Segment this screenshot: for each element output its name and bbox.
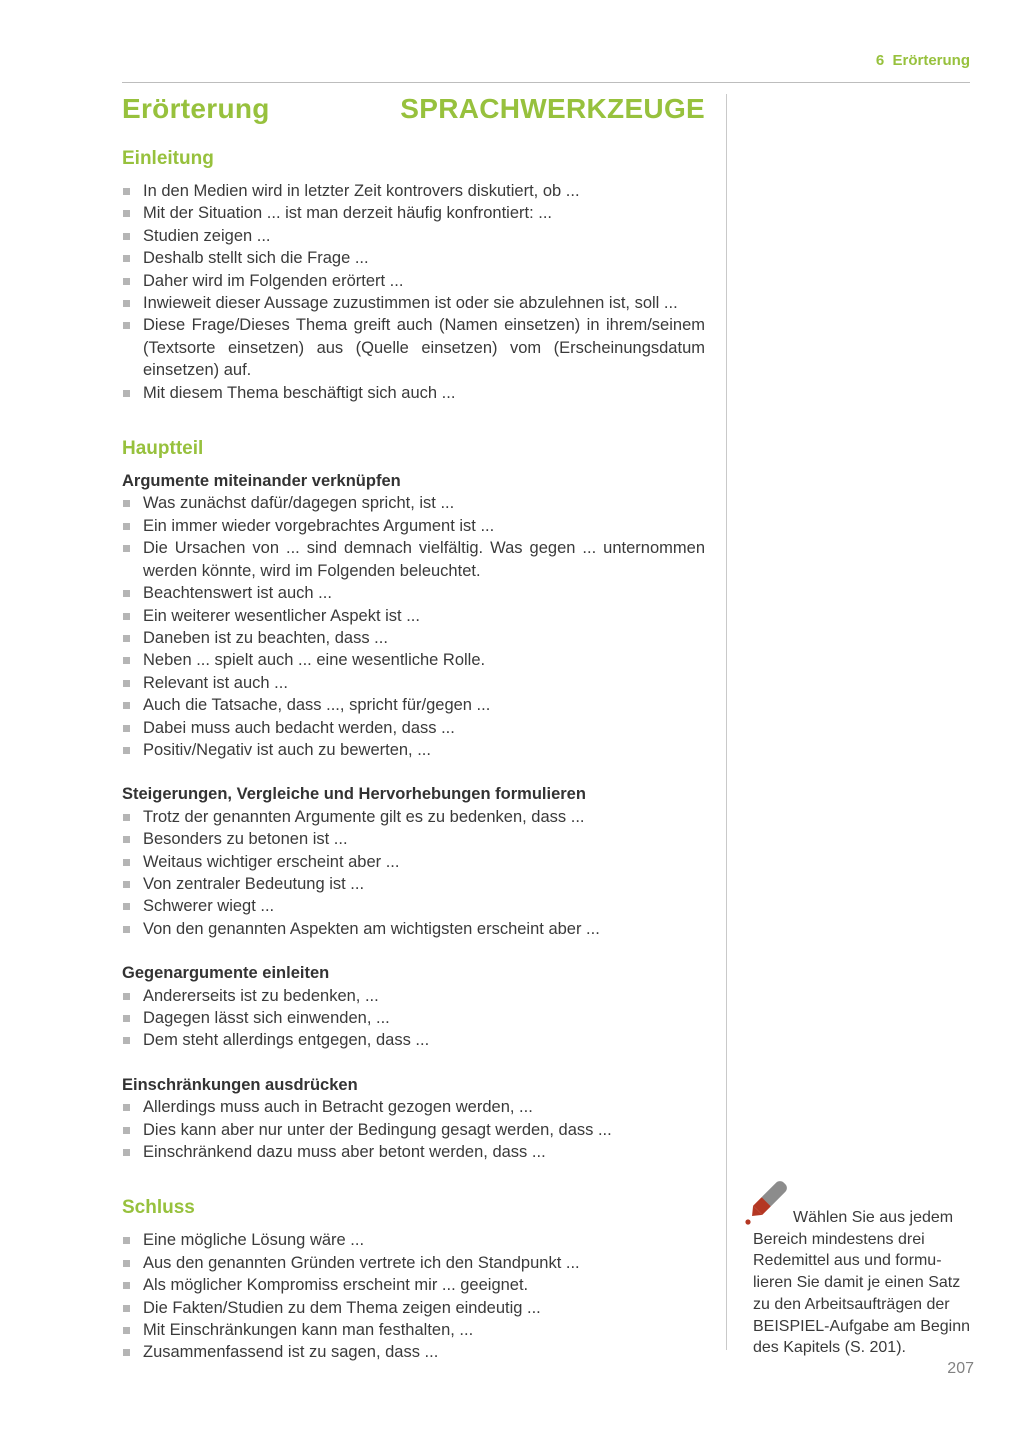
- list-item: [122, 649, 705, 671]
- list-item: [122, 851, 705, 873]
- list-item: [122, 1096, 705, 1118]
- list-item-text: Eine mögliche Lösung wäre ...: [143, 1231, 365, 1250]
- phrase-group: [122, 180, 705, 404]
- margin-note-text: Wählen Sie aus jedem Bereich mindestens drei Redemittel aus und formu- lieren Sie damit je einen Satz zu den Arbeitsaufträgen der BEISPIEL-Aufgabe am Beginn des Kapitels (S. 201).: [753, 1209, 971, 1357]
- list-item-text: Mit diesem Thema beschäftigt sich auch ...: [143, 383, 456, 402]
- bullet-square-icon: [123, 1037, 130, 1044]
- list-item-text: Dabei muss auch bedacht werden, dass ...: [143, 718, 455, 737]
- bullet-square-icon: [123, 1260, 130, 1267]
- chapter-label: 6 Erörterung: [875, 52, 970, 69]
- ink-dot: [745, 1219, 750, 1224]
- bullet-square-icon: [123, 233, 130, 240]
- list-item-text: Ein weiterer wesentlicher Aspekt ist ...: [143, 606, 420, 625]
- bullet-square-icon: [123, 836, 130, 843]
- group-subheading: Einschränkungen ausdrücken: [122, 1075, 358, 1094]
- list-item: [122, 672, 705, 694]
- list-item-text: Schwerer wiegt ...: [143, 897, 275, 916]
- list-item: [122, 1029, 705, 1051]
- main-content: [122, 146, 705, 1364]
- list-item-text: Auch die Tatsache, dass ..., spricht für/gegen ...: [143, 696, 491, 715]
- phrase-list: [122, 180, 705, 404]
- group-subheading: Argumente miteinander verknüpfen: [122, 472, 401, 491]
- list-item: [122, 382, 705, 404]
- bullet-square-icon: [123, 814, 130, 821]
- list-item-text: Die Ursachen von ... sind demnach vielfältig. Was gegen ... unternommen werden könnte, wird im Folgenden beleuchtet.: [143, 539, 705, 580]
- bullet-square-icon: [123, 322, 130, 329]
- bullet-square-icon: [123, 926, 130, 933]
- list-item-text: Trotz der genannten Argumente gilt es zu bedenken, dass ...: [143, 807, 585, 826]
- list-item-text: Die Fakten/Studien zu dem Thema zeigen eindeutig ...: [143, 1298, 541, 1317]
- section-heading-schluss: Schluss: [122, 1197, 195, 1219]
- list-item: [122, 1007, 705, 1029]
- bullet-square-icon: [123, 300, 130, 307]
- list-item-text: Relevant ist auch ...: [143, 673, 288, 692]
- list-item: [122, 627, 705, 649]
- bullet-square-icon: [123, 903, 130, 910]
- bullet-square-icon: [123, 635, 130, 642]
- list-item-text: Weitaus wichtiger erscheint aber ...: [143, 852, 400, 871]
- group-subheading: Steigerungen, Vergleiche und Hervorhebungen formulieren: [122, 785, 586, 804]
- section-heading-hauptteil: Hauptteil: [122, 438, 204, 460]
- phrase-group: [122, 1229, 705, 1363]
- list-item: [122, 492, 705, 514]
- list-item: [122, 1319, 705, 1341]
- phrase-group: [122, 783, 705, 940]
- list-item: [122, 1141, 705, 1163]
- list-item-text: Allerdings muss auch in Betracht gezogen werden, ...: [143, 1098, 533, 1117]
- list-item: [122, 694, 705, 716]
- list-item-text: Einschränkend dazu muss aber betont werden, dass ...: [143, 1143, 546, 1162]
- list-item: [122, 739, 705, 761]
- list-item: [122, 247, 705, 269]
- list-item-text: Daher wird im Folgenden erörtert ...: [143, 271, 404, 290]
- list-item-text: Ein immer wieder vorgebrachtes Argument ist ...: [143, 516, 495, 535]
- bullet-square-icon: [123, 210, 130, 217]
- bullet-square-icon: [123, 881, 130, 888]
- list-item-text: Neben ... spielt auch ... eine wesentliche Rolle.: [143, 651, 486, 670]
- phrase-list: [122, 806, 705, 940]
- list-item: [122, 605, 705, 627]
- list-item: [122, 806, 705, 828]
- list-item-text: Daneben ist zu beachten, dass ...: [143, 628, 388, 647]
- list-item-text: Dem steht allerdings entgegen, dass ...: [143, 1031, 430, 1050]
- list-item-text: Studien zeigen ...: [143, 226, 271, 245]
- phrase-group: [122, 1074, 705, 1164]
- list-item: [122, 1274, 705, 1296]
- phrase-group: [122, 962, 705, 1052]
- list-item-text: Beachtenswert ist auch ...: [143, 584, 332, 603]
- list-item: [122, 918, 705, 940]
- section-heading-einleitung: Einleitung: [122, 148, 214, 169]
- bullet-square-icon: [123, 747, 130, 754]
- column-divider: [726, 94, 727, 1350]
- list-item: [122, 515, 705, 537]
- list-item-text: Deshalb stellt sich die Frage ...: [143, 249, 369, 268]
- list-item: [122, 1297, 705, 1319]
- group-subheading: Gegenargumente einleiten: [122, 964, 330, 983]
- list-item-text: Aus den genannten Gründen vertrete ich den Standpunkt ...: [143, 1253, 580, 1272]
- bullet-square-icon: [123, 859, 130, 866]
- list-item-text: Als möglicher Kompromiss erscheint mir ... geeignet.: [143, 1276, 529, 1295]
- list-item: [122, 717, 705, 739]
- list-item-text: Andererseits ist zu bedenken, ...: [143, 986, 379, 1005]
- phrase-group: [122, 470, 705, 761]
- bullet-square-icon: [123, 1349, 130, 1356]
- page-number: 207: [947, 1360, 974, 1377]
- bullet-square-icon: [123, 255, 130, 262]
- list-item: [122, 828, 705, 850]
- bullet-square-icon: [123, 1104, 130, 1111]
- bullet-square-icon: [123, 1127, 130, 1134]
- list-item-text: Besonders zu betonen ist ...: [143, 830, 348, 849]
- bullet-square-icon: [123, 725, 130, 732]
- bullet-square-icon: [123, 702, 130, 709]
- list-item-text: Inwieweit dieser Aussage zuzustimmen ist oder sie abzulehnen ist, soll ...: [143, 294, 678, 313]
- bullet-square-icon: [123, 523, 130, 530]
- list-item: [122, 873, 705, 895]
- list-item-text: Dagegen lässt sich einwenden, ...: [143, 1009, 390, 1027]
- bullet-square-icon: [123, 1237, 130, 1244]
- bullet-square-icon: [123, 188, 130, 195]
- list-item: [122, 1252, 705, 1274]
- list-item-text: Diese Frage/Dieses Thema greift auch (Namen einsetzen) in ihrem/seinem (Textsorte einsetzen) aus (Quelle einsetzen) vom (Erscheinungsdatum einsetzen) auf.: [143, 316, 705, 380]
- bullet-square-icon: [123, 1305, 130, 1312]
- list-item: [122, 270, 705, 292]
- bullet-square-icon: [123, 680, 130, 687]
- list-item-text: Dies kann aber nur unter der Bedingung gesagt werden, dass ...: [143, 1120, 612, 1139]
- bullet-square-icon: [123, 1015, 130, 1022]
- list-item: [122, 314, 705, 381]
- list-item: [122, 895, 705, 917]
- section-hauptteil: [122, 436, 705, 1163]
- section-schluss: [122, 1195, 705, 1363]
- list-item-text: Mit der Situation ... ist man derzeit häufig konfrontiert: ...: [143, 204, 553, 223]
- list-item-text: Von zentraler Bedeutung ist ...: [143, 874, 365, 893]
- bullet-square-icon: [123, 613, 130, 620]
- list-item: [122, 225, 705, 247]
- header-rule: [122, 82, 970, 83]
- phrase-list: [122, 985, 705, 1052]
- list-item-text: Mit Einschränkungen kann man festhalten, ...: [143, 1321, 474, 1340]
- list-item-text: Positiv/Negativ ist auch zu bewerten, ...: [143, 740, 431, 759]
- list-item: [122, 202, 705, 224]
- bullet-square-icon: [123, 1327, 130, 1334]
- banner-title: SPRACHWERKZEUGE: [400, 93, 705, 124]
- phrase-list: [122, 1096, 705, 1163]
- bullet-square-icon: [123, 278, 130, 285]
- bullet-square-icon: [123, 590, 130, 597]
- bullet-square-icon: [123, 993, 130, 1000]
- list-item: [122, 1119, 705, 1141]
- list-item: [122, 292, 705, 314]
- bullet-square-icon: [123, 500, 130, 507]
- bullet-square-icon: [123, 545, 130, 552]
- bullet-square-icon: [123, 1149, 130, 1156]
- list-item-text: Von den genannten Aspekten am wichtigsten erscheint aber ...: [143, 919, 600, 938]
- list-item: [122, 180, 705, 202]
- list-item-text: Was zunächst dafür/dagegen spricht, ist ...: [143, 494, 455, 513]
- bullet-square-icon: [123, 390, 130, 397]
- list-item-text: Zusammenfassend ist zu sagen, dass ...: [143, 1343, 439, 1362]
- page-title: Erörterung: [122, 93, 270, 124]
- list-item: [122, 537, 705, 582]
- section-einleitung: [122, 146, 705, 404]
- phrase-list: [122, 1229, 705, 1363]
- list-item-text: In den Medien wird in letzter Zeit kontrovers diskutiert, ob ...: [143, 182, 580, 200]
- list-item: [122, 1341, 705, 1363]
- list-item: [122, 582, 705, 604]
- list-item: [122, 985, 705, 1007]
- bullet-square-icon: [123, 1282, 130, 1289]
- bullet-square-icon: [123, 657, 130, 664]
- phrase-list: [122, 492, 705, 761]
- title-row: [122, 93, 705, 125]
- list-item: [122, 1229, 705, 1251]
